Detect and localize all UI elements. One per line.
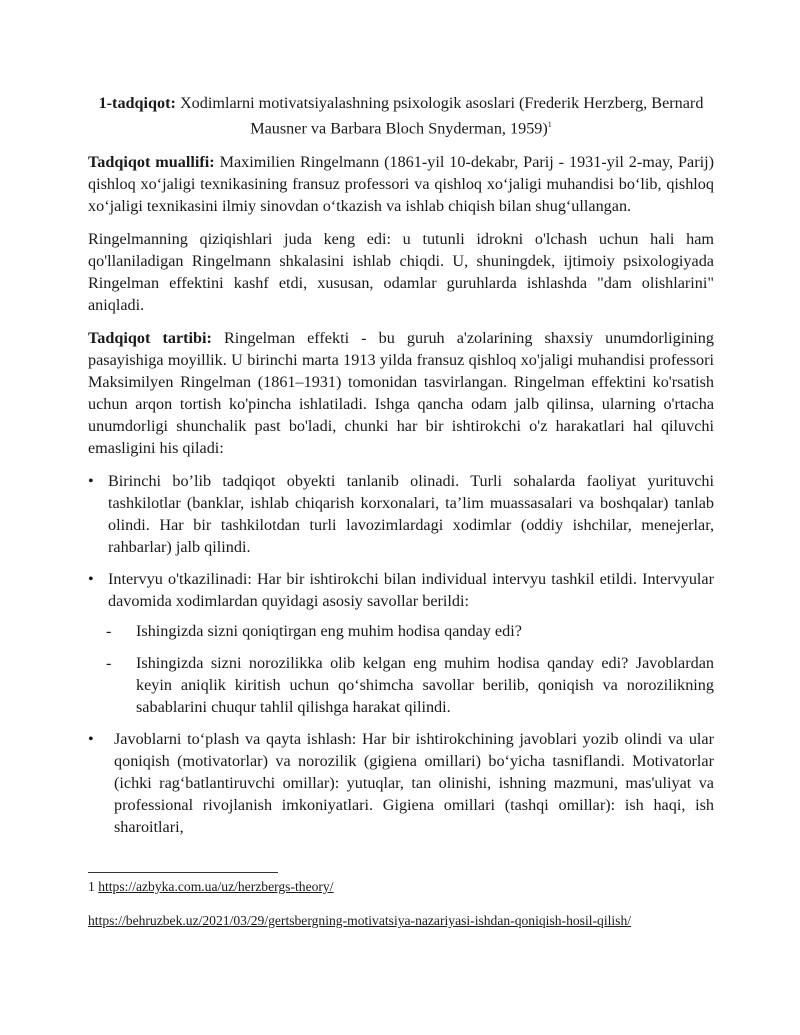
- processing-list: [88, 728, 714, 838]
- dash-mark: -: [106, 622, 112, 641]
- steps-list: [88, 470, 714, 612]
- author-text: Maximilien Ringelmann (1861-yil 10-dekabr, Parij - 1931-yil 2-may, Parij) qishloq xoʻjaligi texnikasining fransuz professori va qishloq xoʻjaligi muhandisi boʻlib, qishloq xoʻjaligi texnikasini ilmiy sinovdan oʻtkazish va ishlab chiqish bilan shugʻullangan.: [88, 153, 714, 216]
- list-item-text: Javoblarni toʻplash va qayta ishlash: Har bir ishtirokchining javoblari yozib olindi va ular qoniqish (motivatorlar) va norozilik (gigiena omillari) boʻyicha tasniflandi. Motivatorlar (ichki ragʻbatlantiruvchi omillar): yutuqlar, tan olinishi, ishning mazmuni, mas'uliyat va professional rivojlanish imkoniyatlari. Gigiena omillari (tashqi omillar): ish haqi, ish sharoitlari,: [114, 730, 714, 837]
- author-label: Tadqiqot muallifi:: [88, 153, 215, 172]
- procedure-label: Tadqiqot tartibi:: [88, 329, 212, 348]
- list-item: [88, 728, 714, 838]
- footnote-1-link[interactable]: https://azbyka.com.ua/uz/herzbergs-theory/: [98, 879, 334, 894]
- footnote-marker: 1: [547, 120, 552, 129]
- footnote-1: [88, 878, 334, 896]
- footnote-divider: [88, 872, 278, 873]
- list-item: [88, 568, 714, 612]
- page-body: [88, 92, 714, 848]
- list-item: [106, 620, 714, 642]
- list-item-text: Intervyu o'tkazilinadi: Har bir ishtirokchi bilan individual intervyu tashkil etildi. Intervyular davomida xodimlardan quyidagi asosiy savollar berildi:: [108, 570, 714, 611]
- footnote-1-marker: 1: [88, 879, 95, 894]
- title-label: 1-tadqiqot:: [98, 94, 176, 112]
- author-paragraph: [88, 151, 714, 217]
- page-title: [88, 92, 714, 139]
- list-item: [106, 652, 714, 718]
- interests-paragraph: Ringelmanning qiziqishlari juda keng edi: u tutunli idrokni o'lchash uchun hali ham qo'llaniladigan Ringelmann shkalasini ishlab chiqdi. U, shuningdek, ijtimoiy psixologiyada Ringelman effektini kashf etdi, xususan, odamlar guruhlarda ishlashda "dam olishlarini" aniqladi.: [88, 230, 714, 315]
- bullet-mark: •: [88, 730, 94, 749]
- footnote-2-link[interactable]: https://behruzbek.uz/2021/03/29/gertsbergning-motivatsiya-nazariyasi-ishdan-qoniqish-hosil-qilish/: [88, 913, 632, 928]
- bullet-mark: •: [88, 570, 94, 589]
- list-item-text: Birinchi bo’lib tadqiqot obyekti tanlanib olinadi. Turli sohalarda faoliyat yurituvchi tashkilotlar (banklar, ishlab chiqarish korxonalari, ta’lim muassasalari va boshqalar) tanlab olindi. Har bir tashkilotdan turli lavozimlardagi xodimlar (oddiy ishchilar, menejerlar, rahbarlar) jalb qilindi.: [108, 472, 714, 557]
- dash-mark: -: [106, 654, 112, 673]
- list-item-text: Ishingizda sizni norozilikka olib kelgan eng muhim hodisa qanday edi? Javoblardan keyin aniqlik kiritish uchun qoʻshimcha savollar berilib, qoniqish va norozilikning sabablarini chuqur tahlil qilishga harakat qilindi.: [136, 654, 714, 717]
- list-item: [88, 470, 714, 558]
- title-text: Xodimlarni motivatsiyalashning psixologik asoslari (Frederik Herzberg, Bernard Mausner va Barbara Bloch Snyderman, 1959): [175, 94, 704, 138]
- bullet-mark: •: [88, 472, 94, 491]
- questions-list: [88, 620, 714, 718]
- procedure-paragraph: [88, 327, 714, 459]
- procedure-text: Ringelman effekti - bu guruh a'zolarining shaxsiy unumdorligining pasayishiga moyillik. U birinchi marta 1913 yilda fransuz qishloq xo'jaligi muhandisi professori Maksimilyen Ringelman (1861–1931) tomonidan tasvirlangan. Ringelman effektini ko'rsatish uchun arqon tortish ko'pincha ishlatiladi. Ishga qancha odam jalb qilinsa, ularning o'rtacha unumdorligi shunchalik past bo'ladi, chunki har bir ishtirokchi o'z harakatlari hal qiluvchi emasligini his qiladi:: [88, 329, 714, 458]
- list-item-text: Ishingizda sizni qoniqtirgan eng muhim hodisa qanday edi?: [136, 622, 522, 641]
- footnote-2: [88, 912, 698, 930]
